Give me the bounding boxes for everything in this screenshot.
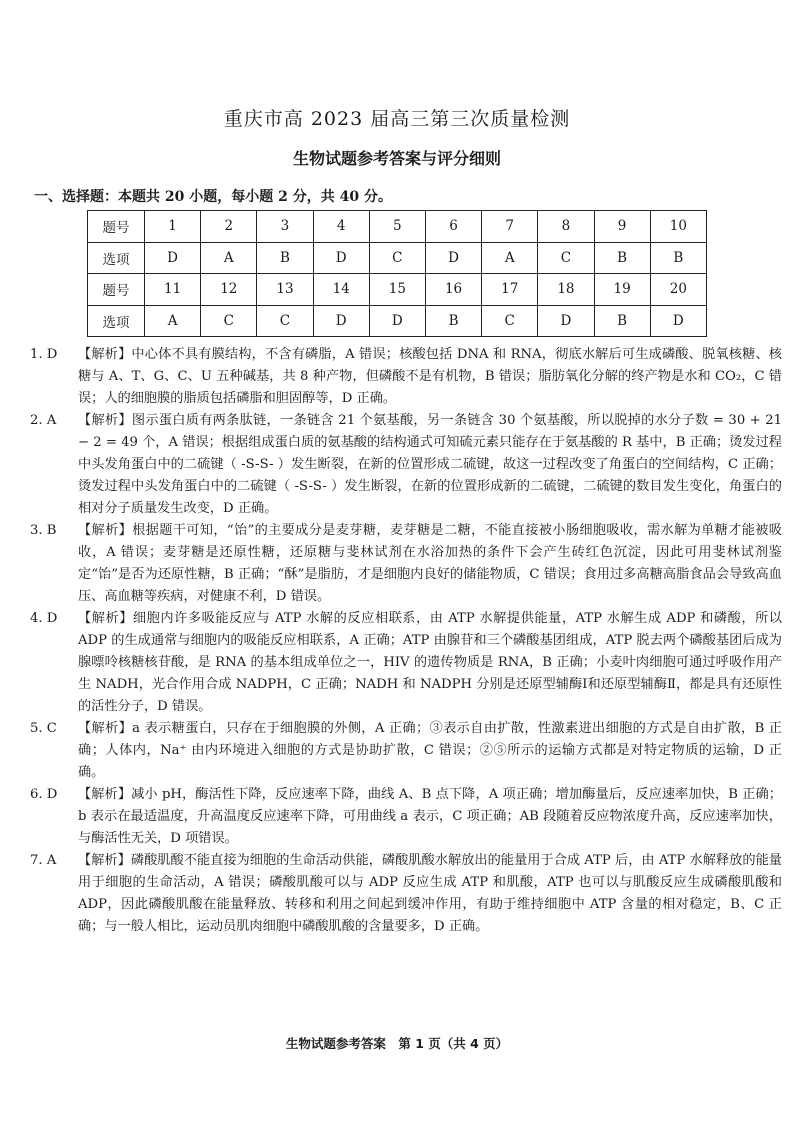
table-cell: C [257,305,313,337]
table-cell: 2 [201,211,257,243]
table-cell: D [313,242,369,274]
item-text: 【解析】细胞内许多吸能反应与 ATP 水解的反应相联系，由 ATP 水解提供能量，ATP 水解生成 ADP 和磷酸，所以 ADP 的生成通常与细胞内的吸能反应相联系，A 正确；ATP 由腺苷和三个磷酸基团组成，ATP 脱去两个磷酸基团后成为腺嘌呤核糖核苷酸，是 RNA 的基本组成单位之一，HIV 的遗传物质是 RNA，B 正确；小麦叶肉细胞可通过呼吸作用产生 NADH，光合作用合成 NADPH，C 正确；NADH 和 NADPH 分别是还原型辅酶Ⅰ和还原型辅酶Ⅱ，都是具有还原性的活性分子，D 错误。 [78,611,782,714]
item-number: 5. C [30,721,57,736]
table-cell: 5 [369,211,425,243]
table-cell: B [594,242,650,274]
answer-explanations [30,344,782,938]
table-cell: 4 [313,211,369,243]
table-cell: 17 [482,274,538,306]
table-cell: 1 [145,211,201,243]
list-item [30,410,782,520]
table-cell: D [313,305,369,337]
page-footer: 生物试题参考答案 第 1 页（共 4 页） [285,1036,509,1051]
table-row-numbers-1 [88,211,707,243]
item-number: 6. D [30,787,58,802]
table-cell: C [538,242,594,274]
list-item [30,718,782,784]
item-number: 4. D [30,611,58,626]
table-cell: D [650,305,706,337]
item-text: 【解析】根据题干可知，“饴”的主要成分是麦芽糖，麦芽糖是二糖，不能直接被小肠细胞吸收，需水解为单糖才能被吸收，A 错误；麦芽糖是还原性糖，还原糖与斐林试剂在水浴加热的条件下会产生砖红色沉淀，因此可用斐林试剂鉴定“饴”是否为还原性糖，B 正确；“酥”是脂肪，才是细胞内良好的储能物质，C 错误；食用过多高糖高脂食品会导致高血压、高血糖等疾病，对健康不利，D 错误。 [78,523,782,604]
table-cell: D [145,242,201,274]
item-number: 1. D [30,347,58,362]
item-text: 【解析】a 表示糖蛋白，只存在于细胞膜的外侧，A 正确；③表示自由扩散，性激素进出细胞的方式是自由扩散，B 正确；人体内，Na⁺ 由内环境进入细胞的方式是协助扩散，C 错误；②⑤所示的运输方式都是对特定物质的运输，D 正确。 [78,721,782,780]
item-text: 【解析】减小 pH，酶活性下降，反应速率下降，曲线 A、B 点下降，A 项正确；增加酶量后，反应速率加快，B 正确；b 表示在最适温度，升高温度反应速率下降，可用曲线 a 表示，C 项正确；AB 段随着反应物浓度升高，反应速率加快，与酶活性无关，D 项错误。 [78,787,782,846]
section-heading: 一、选择题：本题共 20 小题，每小题 2 分，共 40 分。 [34,189,392,205]
table-cell: 6 [425,211,481,243]
table-cell: C [201,305,257,337]
item-text: 【解析】磷酸肌酸不能直接为细胞的生命活动供能，磷酸肌酸水解放出的能量用于合成 ATP 后，由 ATP 水解释放的能量用于细胞的生命活动，A 错误；磷酸肌酸可以与 ADP 反应生成 ATP 和肌酸，ATP 也可以与肌酸反应生成磷酸肌酸和 ADP，因此磷酸肌酸在能量释放、转移和利用之间起到缓冲作用，有助于维持细胞中 ATP 含量的相对稳定，B、C 正确；与一般人相比，运动员肌肉细胞中磷酸肌酸的含量要多，D 正确。 [78,853,782,934]
table-cell: C [369,242,425,274]
table-cell: C [482,305,538,337]
row-label: 题号 [88,274,145,306]
list-item [30,608,782,718]
table-row-options-1 [88,242,707,274]
table-cell: 16 [425,274,481,306]
table-row-options-2 [88,305,707,337]
table-cell: 7 [482,211,538,243]
answer-table [87,210,707,337]
table-cell: 18 [538,274,594,306]
list-item [30,520,782,608]
table-cell: 11 [145,274,201,306]
table-cell: 8 [538,211,594,243]
table-cell: B [425,305,481,337]
page-title: 重庆市高 2023 届高三第三次质量检测 [223,108,571,130]
table-cell: A [145,305,201,337]
table-cell: 10 [650,211,706,243]
table-cell: 20 [650,274,706,306]
table-cell: 14 [313,274,369,306]
table-cell: B [594,305,650,337]
table-cell: 3 [257,211,313,243]
table-cell: B [650,242,706,274]
list-item [30,784,782,850]
item-number: 7. A [30,853,57,868]
page-subtitle: 生物试题参考答案与评分细则 [292,149,501,168]
table-cell: A [482,242,538,274]
table-cell: D [425,242,481,274]
list-item [30,344,782,410]
table-cell: 19 [594,274,650,306]
table-cell: 9 [594,211,650,243]
row-label: 题号 [88,211,145,243]
table-cell: B [257,242,313,274]
table-cell: D [538,305,594,337]
table-cell: A [201,242,257,274]
row-label: 选项 [88,242,145,274]
item-text: 【解析】图示蛋白质有两条肽链，一条链含 21 个氨基酸，另一条链含 30 个氨基酸，所以脱掉的水分子数 = 30 + 21 − 2 = 49 个，A 错误；根据组成蛋白质的氨基酸的结构通式可知硫元素只能存在于氨基酸的 R 基中，B 正确；烫发过程中头发角蛋白中的二硫键（ -S-S- ）发生断裂，在新的位置形成二硫键，故这一过程改变了角蛋白的空间结构，C 正确；烫发过程中头发角蛋白中的二硫键（ -S-S- ）发生断裂，在新的位置形成新的二硫键，二硫键的数目发生变化，角蛋白的相对分子质量发生改变，D 正确。 [78,413,782,516]
list-item [30,850,782,938]
row-label: 选项 [88,305,145,337]
table-cell: D [369,305,425,337]
item-text: 【解析】中心体不具有膜结构，不含有磷脂，A 错误；核酸包括 DNA 和 RNA，彻底水解后可生成磷酸、脱氧核糖、核糖与 A、T、G、C、U 五种碱基，共 8 种产物，但磷酸不是有机物，B 错误；脂肪氧化分解的终产物是水和 CO₂，C 错误；人的细胞膜的脂质包括磷脂和胆固醇等，D 正确。 [78,347,782,406]
table-cell: 12 [201,274,257,306]
table-cell: 15 [369,274,425,306]
item-number: 3. B [30,523,57,538]
table-row-numbers-2 [88,274,707,306]
item-number: 2. A [30,413,57,428]
table-cell: 13 [257,274,313,306]
